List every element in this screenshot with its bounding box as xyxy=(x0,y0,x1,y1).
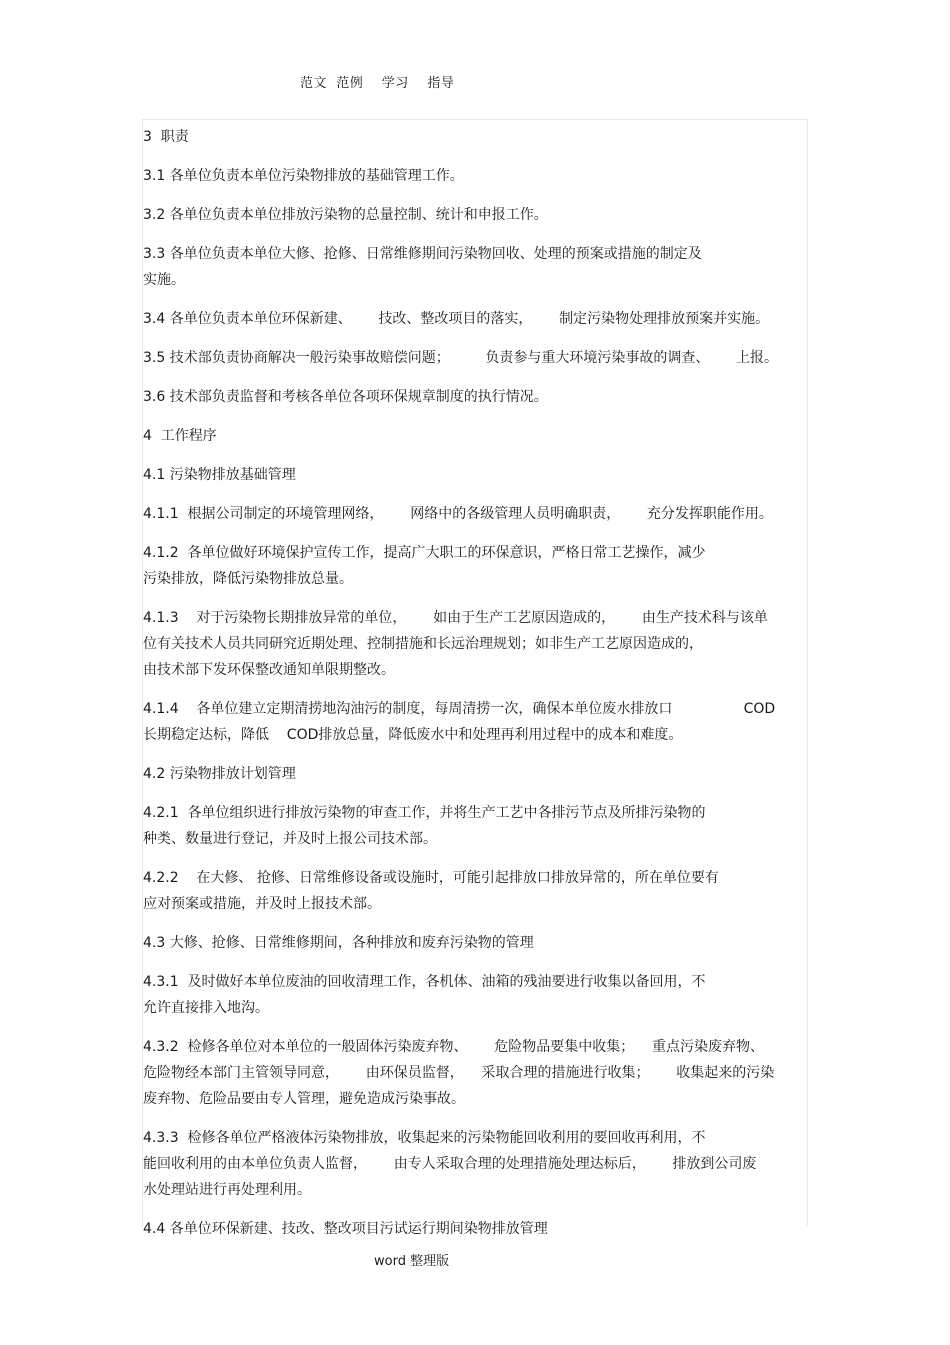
paragraph xyxy=(143,124,818,150)
paragraph-line: 水处理站进行再处理利用。 xyxy=(143,1182,311,1198)
paragraph xyxy=(143,800,818,852)
paragraph-line: 4.3.1 及时做好本单位废油的回收清理工作，各机体、油箱的残油要进行收集以备回用，不 xyxy=(143,974,706,990)
paragraph xyxy=(143,696,818,748)
paragraph-line: 4.2 污染物排放计划管理 xyxy=(143,766,296,782)
paragraph xyxy=(143,423,818,449)
paragraph xyxy=(143,501,818,527)
paragraph-line: 实施。 xyxy=(143,272,185,288)
paragraph-line: 4.3.2 检修各单位对本单位的一般固体污染废弃物、 危险物品要集中收集； 重点污染废弃物、 xyxy=(143,1039,765,1055)
paragraph-line: 3.6 技术部负责监督和考核各单位各项环保规章制度的执行情况。 xyxy=(143,389,548,405)
paragraph-line: 应对预案或措施，并及时上报技术部。 xyxy=(143,896,381,912)
paragraph-line: 4.3 大修、抢修、日常维修期间，各种排放和废弃污染物的管理 xyxy=(143,935,534,951)
paragraph-line: 3.5 技术部负责协商解决一般污染事故赔偿问题； 负责参与重大环境污染事故的调查、 上报。 xyxy=(143,350,779,366)
paragraph xyxy=(143,761,818,787)
paragraph-line: 4.4 各单位环保新建、技改、整改项目污试运行期间染物排放管理 xyxy=(143,1221,548,1237)
paragraph-line: 3.2 各单位负责本单位排放污染物的总量控制、统计和申报工作。 xyxy=(143,207,548,223)
paragraph-line: 4.1.1 根据公司制定的环境管理网络， 网络中的各级管理人员明确职责， 充分发挥职能作用。 xyxy=(143,506,773,522)
paragraph xyxy=(143,605,818,683)
paragraph xyxy=(143,930,818,956)
paragraph-line: 长期稳定达标，降低 COD排放总量，降低废水中和处理再利用过程中的成本和难度。 xyxy=(143,727,683,743)
paragraph xyxy=(143,384,818,410)
paragraph-line: 3.4 各单位负责本单位环保新建、 技改、整改项目的落实， 制定污染物处理排放预案并实施。 xyxy=(143,311,770,327)
paragraph-line: 能回收利用的由本单位负责人监督， 由专人采取合理的处理措施处理达标后， 排放到公司废 xyxy=(143,1156,757,1172)
document-body xyxy=(143,124,818,1255)
paragraph-line: 由技术部下发环保整改通知单限期整改。 xyxy=(143,662,395,678)
paragraph xyxy=(143,345,818,371)
paragraph xyxy=(143,163,818,189)
paragraph xyxy=(143,1034,818,1112)
paragraph xyxy=(143,241,818,293)
paragraph-line: 3.1 各单位负责本单位污染物排放的基础管理工作。 xyxy=(143,168,464,184)
paragraph-line: 4.2.1 各单位组织进行排放污染物的审查工作，并将生产工艺中各排污节点及所排污染物的 xyxy=(143,805,706,821)
paragraph-line: 危险物经本部门主管领导同意， 由环保员监督， 采取合理的措施进行收集； 收集起来的污染 xyxy=(143,1065,775,1081)
paragraph-line: 3.3 各单位负责本单位大修、抢修、日常维修期间污染物回收、处理的预案或措施的制定及 xyxy=(143,246,702,262)
paragraph-line: 4.1.3 对于污染物长期排放异常的单位， 如由于生产工艺原因造成的， 由生产技术科与该单 xyxy=(143,610,768,626)
paragraph xyxy=(143,462,818,488)
paragraph-line: 4.1.4 各单位建立定期清捞地沟油污的制度，每周清捞一次，确保本单位废水排放口 COD xyxy=(143,701,776,717)
paragraph xyxy=(143,306,818,332)
paragraph-line: 4 工作程序 xyxy=(143,428,217,444)
page-footer: word 整理版 xyxy=(374,1254,450,1269)
paragraph-line: 4.3.3 检修各单位严格液体污染物排放，收集起来的污染物能回收利用的要回收再利用，不 xyxy=(143,1130,706,1146)
paragraph-line: 污染排放，降低污染物排放总量。 xyxy=(143,571,353,587)
paragraph-line: 4.1 污染物排放基础管理 xyxy=(143,467,296,483)
paragraph xyxy=(143,1125,818,1203)
paragraph-line: 种类、数量进行登记，并及时上报公司技术部。 xyxy=(143,831,437,847)
paragraph-line: 允许直接排入地沟。 xyxy=(143,1000,269,1016)
paragraph-line: 4.2.2 在大修、 抢修、日常维修设备或设施时，可能引起排放口排放异常的，所在单位要有 xyxy=(143,870,719,886)
paragraph-line: 4.1.2 各单位做好环境保护宣传工作，提高广大职工的环保意识，严格日常工艺操作，减少 xyxy=(143,545,706,561)
page-header: 范文 范例 学习 指导 xyxy=(300,76,455,91)
paragraph xyxy=(143,1216,818,1242)
paragraph-line: 位有关技术人员共同研究近期处理、控制措施和长远治理规划；如非生产工艺原因造成的， xyxy=(143,636,703,652)
paragraph xyxy=(143,865,818,917)
paragraph xyxy=(143,969,818,1021)
paragraph xyxy=(143,540,818,592)
paragraph-line: 废弃物、危险品要由专人管理，避免造成污染事故。 xyxy=(143,1091,465,1107)
paragraph xyxy=(143,202,818,228)
paragraph-line: 3 职责 xyxy=(143,129,189,145)
